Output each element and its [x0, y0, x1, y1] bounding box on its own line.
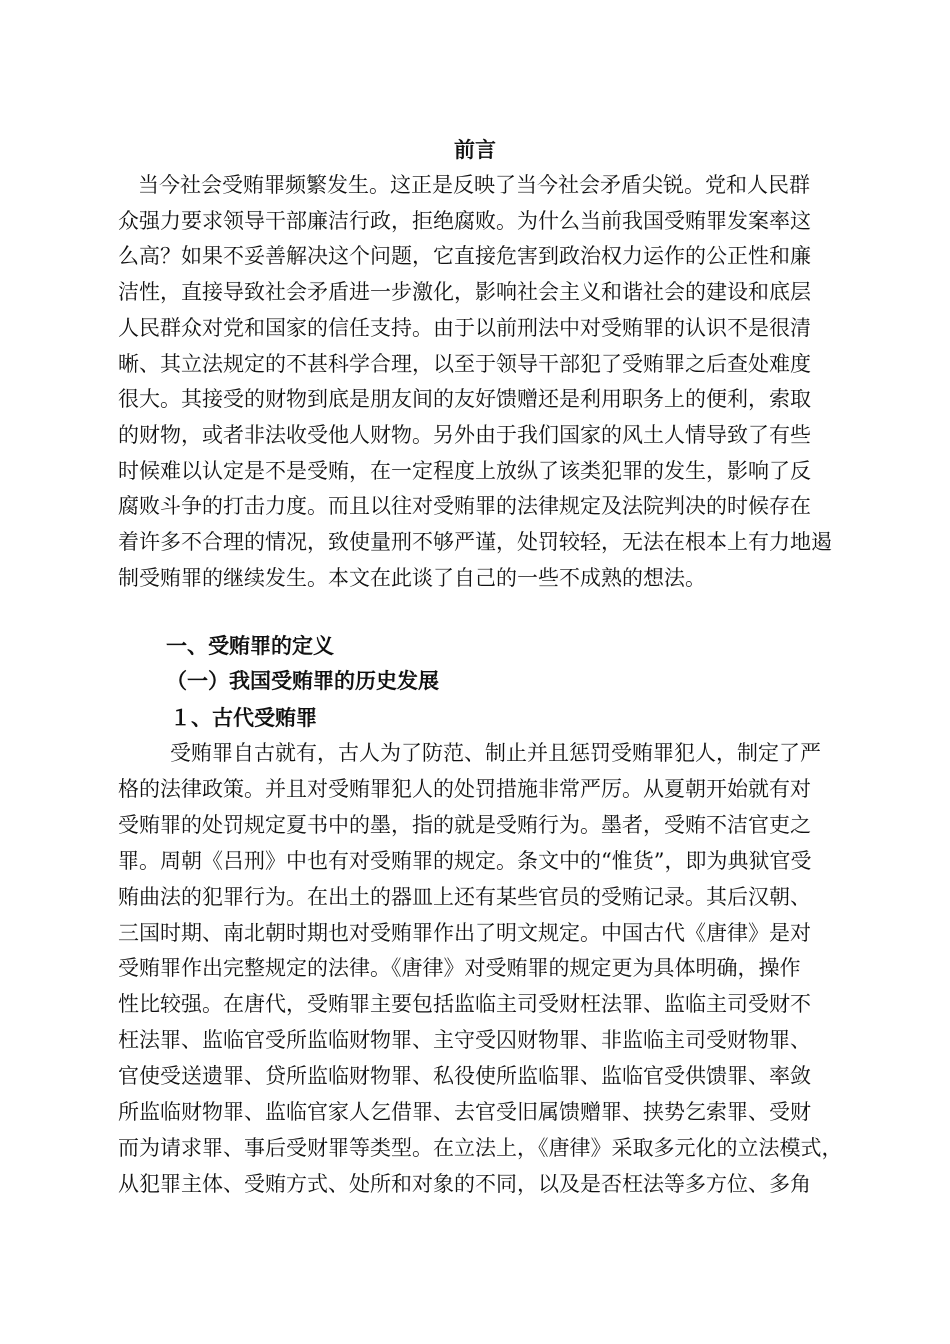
page-title: 前言	[454, 137, 496, 162]
body-line: 所监临财物罪、监临官家人乞借罪、去官受旧属馈赠罪、挟势乞索罪、受财	[118, 1100, 811, 1125]
intro-line: 的财物，或者非法收受他人财物。另外由于我们国家的风土人情导致了有些	[118, 422, 811, 447]
intro-line: 制受贿罪的继续发生。本文在此谈了自己的一些不成熟的想法。	[118, 565, 706, 590]
intro-line: 当今社会受贿罪频繁发生。这正是反映了当今社会矛盾尖锐。党和人民群	[138, 173, 810, 197]
intro-line: 腐败斗争的打击力度。而且以往对受贿罪的法律规定及法院判决的时候存在	[118, 494, 811, 519]
intro-line: 着许多不合理的情况，致使量刑不够严谨，处罚较轻，无法在根本上有力地遏	[118, 530, 832, 555]
intro-line: 洁性，直接导致社会矛盾进一步激化，影响社会主义和谐社会的建设和底层	[118, 280, 811, 305]
section-heading: 一、受贿罪的定义	[166, 633, 334, 658]
body-line: 官使受送遗罪、贷所监临财物罪、私役使所监临罪、监临官受供馈罪、率敛	[118, 1064, 811, 1089]
body-line: 格的法律政策。并且对受贿罪犯人的处罚措施非常严厉。从夏朝开始就有对	[118, 776, 811, 801]
body-line: 三国时期、南北朝时期也对受贿罪作出了明文规定。中国古代《唐律》是对	[118, 920, 811, 945]
intro-line: 人民群众对党和国家的信任支持。由于以前刑法中对受贿罪的认识不是很清	[118, 315, 811, 340]
intro-line: 众强力要求领导干部廉洁行政，拒绝腐败。为什么当前我国受贿罪发案率这	[118, 208, 811, 233]
subsubsection-heading: １、古代受贿罪	[170, 705, 317, 730]
body-line: 从犯罪主体、受贿方式、处所和对象的不同，以及是否枉法等多方位、多角	[118, 1171, 811, 1196]
body-line: 受贿罪作出完整规定的法律。《唐律》对受贿罪的规定更为具体明确，操作	[118, 956, 801, 981]
body-line: 性比较强。在唐代，受贿罪主要包括监临主司受财枉法罪、监临主司受财不	[118, 992, 811, 1017]
subsection-heading: （一）我国受贿罪的历史发展	[166, 668, 439, 693]
body-line: 枉法罪、监临官受所监临财物罪、主守受囚财物罪、非监临主司受财物罪、	[118, 1028, 811, 1053]
body-line: 而为请求罪、事后受财罪等类型。在立法上，《唐律》采取多元化的立法模式，	[118, 1135, 843, 1160]
body-line: 罪。周朝《吕刑》中也有对受贿罪的规定。条文中的“惟货”，即为典狱官受	[118, 848, 812, 873]
body-line: 受贿罪的处罚规定夏书中的墨，指的就是受贿行为。墨者，受贿不洁官吏之	[118, 812, 811, 837]
intro-line: 时候难以认定是不是受贿，在一定程度上放纵了该类犯罪的发生，影响了反	[118, 458, 811, 483]
body-paragraph	[118, 736, 860, 1203]
intro-line: 么高？如果不妥善解决这个问题，它直接危害到政治权力运作的公正性和廉	[118, 244, 811, 269]
body-line: 受贿罪自古就有，古人为了防范、制止并且惩罚受贿罪犯人，制定了严	[170, 741, 821, 765]
intro-line: 晰、其立法规定的不甚科学合理，以至于领导干部犯了受贿罪之后查处难度	[118, 351, 811, 376]
intro-line: 很大。其接受的财物到底是朋友间的友好馈赠还是利用职务上的便利，索取	[118, 387, 811, 412]
body-line: 贿曲法的犯罪行为。在出土的器皿上还有某些官员的受贿记录。其后汉朝、	[118, 884, 811, 909]
intro-paragraph	[118, 168, 860, 596]
